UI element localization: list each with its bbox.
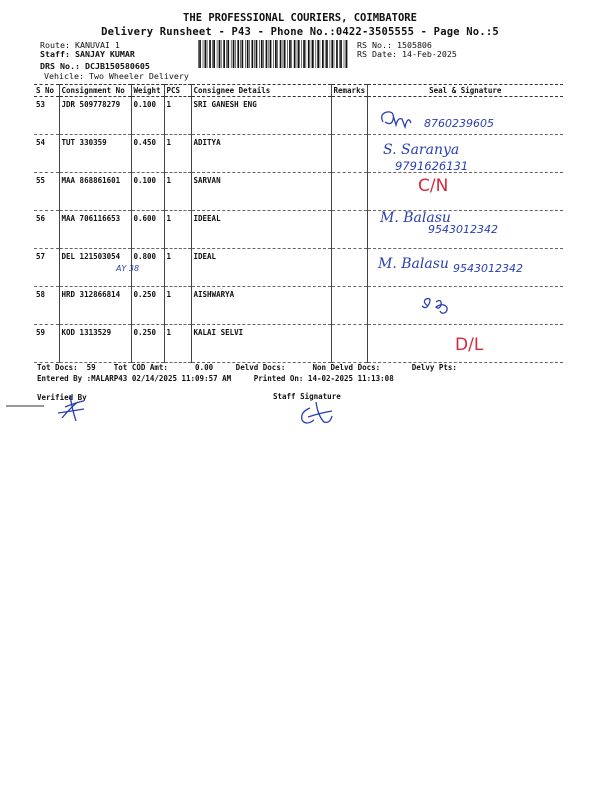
- cell-weight: 0.100: [131, 97, 164, 135]
- cell-signature: [367, 249, 563, 287]
- cell-signature: [367, 173, 563, 211]
- cell-consignment: DEL 121503054: [59, 249, 131, 287]
- signature-54-phone: 9791626131: [395, 159, 469, 173]
- table-row: [34, 173, 563, 211]
- table-row: [34, 135, 563, 173]
- cell-pcs: 1: [164, 173, 191, 211]
- cell-remarks: [331, 135, 367, 173]
- table-row: [34, 325, 563, 363]
- signature-56-phone: 9543012342: [428, 223, 498, 236]
- table-row: [34, 97, 563, 135]
- table-row: [34, 211, 563, 249]
- table-header-row: [34, 85, 563, 97]
- cell-remarks: [331, 97, 367, 135]
- vehicle-label: Vehicle: Two Wheeler Delivery: [44, 71, 189, 81]
- cell-consignment: MAA 706116653: [59, 211, 131, 249]
- cell-weight: 0.250: [131, 287, 164, 325]
- cell-weight: 0.250: [131, 325, 164, 363]
- note-57: AY 38: [116, 264, 140, 273]
- totals-line: Tot Docs: 59 Tot COD Amt: 0.00 Delvd Docs: Non Delvd Docs: Delvy Pts:: [37, 363, 457, 372]
- cell-consignment: HRD 312866814: [59, 287, 131, 325]
- col-consignment: Consignment No: [59, 85, 131, 97]
- cell-weight: 0.100: [131, 173, 164, 211]
- cell-consignee: SARVAN: [191, 173, 331, 211]
- runsheet-title: Delivery Runsheet - P43 - Phone No.:0422-3505555 - Page No.:5: [101, 26, 499, 38]
- signature-56-name: M. Balasu: [380, 210, 451, 226]
- cell-remarks: [331, 211, 367, 249]
- cell-sno: 54: [34, 135, 59, 173]
- cell-consignment: JDR 509778279: [59, 97, 131, 135]
- cell-pcs: 1: [164, 211, 191, 249]
- col-sno: S No: [34, 85, 59, 97]
- signature-53-phone: 8760239605: [424, 117, 494, 130]
- col-signature: Seal & Signature: [367, 85, 563, 97]
- table-row: [34, 287, 563, 325]
- cell-consignment: MAA 868861601: [59, 173, 131, 211]
- barcode-icon: [198, 40, 348, 68]
- staff-signature-scribble: [302, 402, 332, 423]
- cell-sno: 59: [34, 325, 59, 363]
- cell-pcs: 1: [164, 325, 191, 363]
- verified-by-label: Verified By: [37, 393, 87, 402]
- signature-57-phone: 9543012342: [453, 262, 523, 275]
- cell-consignee: SRI GANESH ENG: [191, 97, 331, 135]
- company-name: THE PROFESSIONAL COURIERS, COIMBATORE: [183, 12, 417, 24]
- cell-sno: 58: [34, 287, 59, 325]
- cell-remarks: [331, 173, 367, 211]
- cell-consignee: IDEAL: [191, 249, 331, 287]
- signature-57-name: M. Balasu: [378, 256, 449, 272]
- rs-date: RS Date: 14-Feb-2025: [357, 49, 457, 59]
- cell-pcs: 1: [164, 249, 191, 287]
- stamp-dl: D/L: [455, 335, 484, 355]
- cell-signature: [367, 135, 563, 173]
- col-weight: Weight: [131, 85, 164, 97]
- cell-pcs: 1: [164, 97, 191, 135]
- cell-pcs: 1: [164, 135, 191, 173]
- staff-label: Staff: SANJAY KUMAR: [40, 49, 135, 59]
- cell-weight: 0.800: [131, 249, 164, 287]
- route-label: Route: KANUVAI 1: [40, 40, 120, 50]
- col-remarks: Remarks: [331, 85, 367, 97]
- runsheet-table: [34, 84, 563, 363]
- table-row: [34, 249, 563, 287]
- cell-weight: 0.600: [131, 211, 164, 249]
- cell-consignee: KALAI SELVI: [191, 325, 331, 363]
- stamp-cin: C/N: [418, 176, 449, 196]
- drs-number: DRS No.: DCJB150580605: [40, 61, 150, 71]
- rs-number: RS No.: 1505806: [357, 40, 432, 50]
- cell-signature: [367, 97, 563, 135]
- cell-consignee: IDEEAL: [191, 211, 331, 249]
- cell-consignment: KOD 1313529: [59, 325, 131, 363]
- cell-remarks: [331, 249, 367, 287]
- cell-consignee: ADITYA: [191, 135, 331, 173]
- entered-by-line: Entered By :MALARP43 02/14/2025 11:09:57 AM Printed On: 14-02-2025 11:13:08: [37, 374, 394, 383]
- cell-sno: 55: [34, 173, 59, 211]
- cell-pcs: 1: [164, 287, 191, 325]
- cell-sno: 56: [34, 211, 59, 249]
- col-pcs: PCS: [164, 85, 191, 97]
- cell-weight: 0.450: [131, 135, 164, 173]
- cell-signature: [367, 287, 563, 325]
- cell-sno: 53: [34, 97, 59, 135]
- cell-consignee: AISHWARYA: [191, 287, 331, 325]
- col-consignee: Consignee Details: [191, 85, 331, 97]
- cell-remarks: [331, 287, 367, 325]
- staff-signature-label: Staff Signature: [273, 392, 341, 401]
- cell-signature: [367, 325, 563, 363]
- cell-remarks: [331, 325, 367, 363]
- cell-signature: [367, 211, 563, 249]
- cell-consignment: TUT 330359: [59, 135, 131, 173]
- cell-sno: 57: [34, 249, 59, 287]
- signature-54-name: S. Saranya: [383, 142, 460, 158]
